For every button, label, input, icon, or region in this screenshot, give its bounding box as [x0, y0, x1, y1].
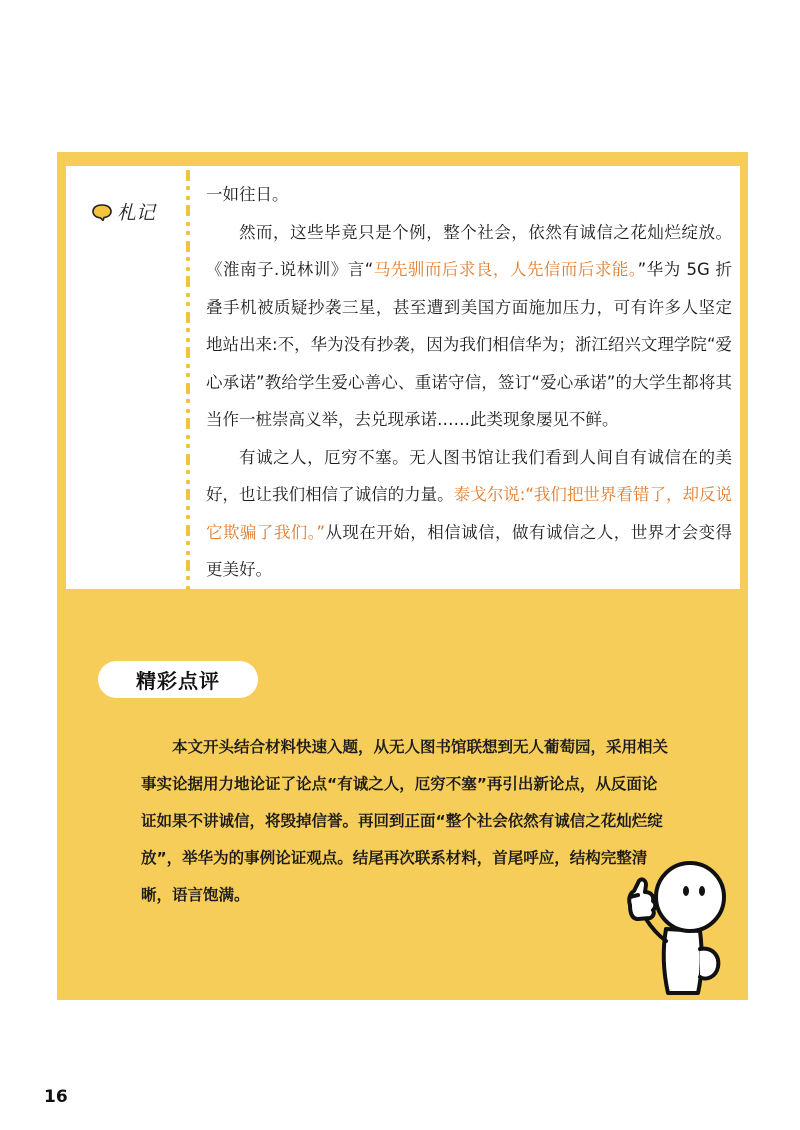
divider-dot — [186, 409, 190, 413]
review-text: 本文开头结合材料快速入题，从无人图书馆联想到无人葡萄园，采用相关事实论据用力地论证了论点“有诚之人，厄穷不塞”再引出新论点，从反面论证如果不讲诚信，将毁掉信誉。再回到正面“整个社会依然有诚信之花灿烂绽放”，举华为的事例论证观点。结尾再次联系材料，首尾呼应，结构完整清晰，语言饱满。 — [141, 738, 669, 904]
divider-dot — [186, 515, 190, 519]
divider-dot — [186, 312, 190, 323]
essay-text — [206, 176, 732, 589]
divider-dot — [186, 480, 190, 484]
divider-dot — [186, 347, 190, 358]
divider-dot — [186, 364, 190, 368]
paragraph-text: 一如往日。 — [206, 185, 289, 204]
dotted-divider — [185, 170, 190, 590]
divider-dot — [186, 525, 190, 536]
divider-dot — [186, 328, 190, 332]
paragraph-text: 从现在开始，相信诚信，做有诚信之人，世界才会变得更美好。 — [206, 522, 732, 579]
divider-dot — [186, 541, 190, 545]
divider-dot — [186, 373, 190, 377]
divider-dot — [186, 241, 190, 252]
divider-dot — [186, 560, 190, 571]
divider-dot — [186, 506, 190, 510]
divider-dot — [186, 267, 190, 271]
divider-dot — [186, 302, 190, 306]
page-number: 16 — [44, 1087, 68, 1107]
divider-dot — [186, 170, 190, 181]
review-title: 精彩点评 — [98, 661, 258, 698]
highlighted-quote: 马先驯而后求良，人先信而后求能。 — [373, 260, 638, 279]
divider-dot — [186, 576, 190, 580]
review-comment — [141, 729, 671, 914]
divider-dot — [186, 222, 190, 226]
paragraph-text: 然而，这些毕竟只是个例，整个社会，依然有诚信之花灿烂绽放。《淮南子.说林训》言“ — [206, 222, 732, 279]
divider-dot — [186, 435, 190, 439]
divider-dot — [186, 257, 190, 261]
divider-dot — [186, 338, 190, 342]
divider-dot — [186, 186, 190, 190]
paragraph-text: ”华为 5G 折叠手机被质疑抄袭三星，甚至遭到美国方面施加压力，可有许多人坚定地站出来:不，华为没有抄袭，因为我们相信华为；浙江绍兴文理学院“爱心承诺”教给学生爱心善心、重诺守信，签订“爱心承诺”的大学生都将其当作一桩崇高义举，去兑现承诺……此类现象屡见不鲜。 — [206, 260, 733, 429]
essay-paragraph — [206, 214, 732, 439]
divider-dot — [186, 196, 190, 200]
speech-bubble-icon — [91, 203, 113, 221]
paragraph-text: 有诚之人，厄穷不塞。无人图书馆让我们看到人间自有诚信在的美好，也让我们相信了诚信的力量。 — [206, 447, 732, 504]
divider-dot — [186, 231, 190, 235]
divider-dot — [186, 276, 190, 287]
divider-dot — [186, 454, 190, 465]
essay-paragraph — [206, 439, 732, 589]
divider-dot — [186, 470, 190, 474]
essay-paragraph — [206, 176, 732, 214]
note-label-text: 札记 — [117, 202, 156, 224]
divider-dot — [186, 489, 190, 500]
divider-dot — [186, 586, 190, 590]
divider-dot — [186, 383, 190, 394]
thumbs-up-mascot-icon — [618, 857, 736, 997]
divider-dot — [186, 205, 190, 216]
divider-dot — [186, 399, 190, 403]
divider-dot — [186, 293, 190, 297]
divider-dot — [186, 418, 190, 429]
divider-dot — [186, 444, 190, 448]
highlighted-quote: 泰戈尔说:“我们把世界看错了，却反说它欺骗了我们。” — [206, 485, 733, 542]
note-label — [91, 198, 155, 225]
divider-dot — [186, 551, 190, 555]
